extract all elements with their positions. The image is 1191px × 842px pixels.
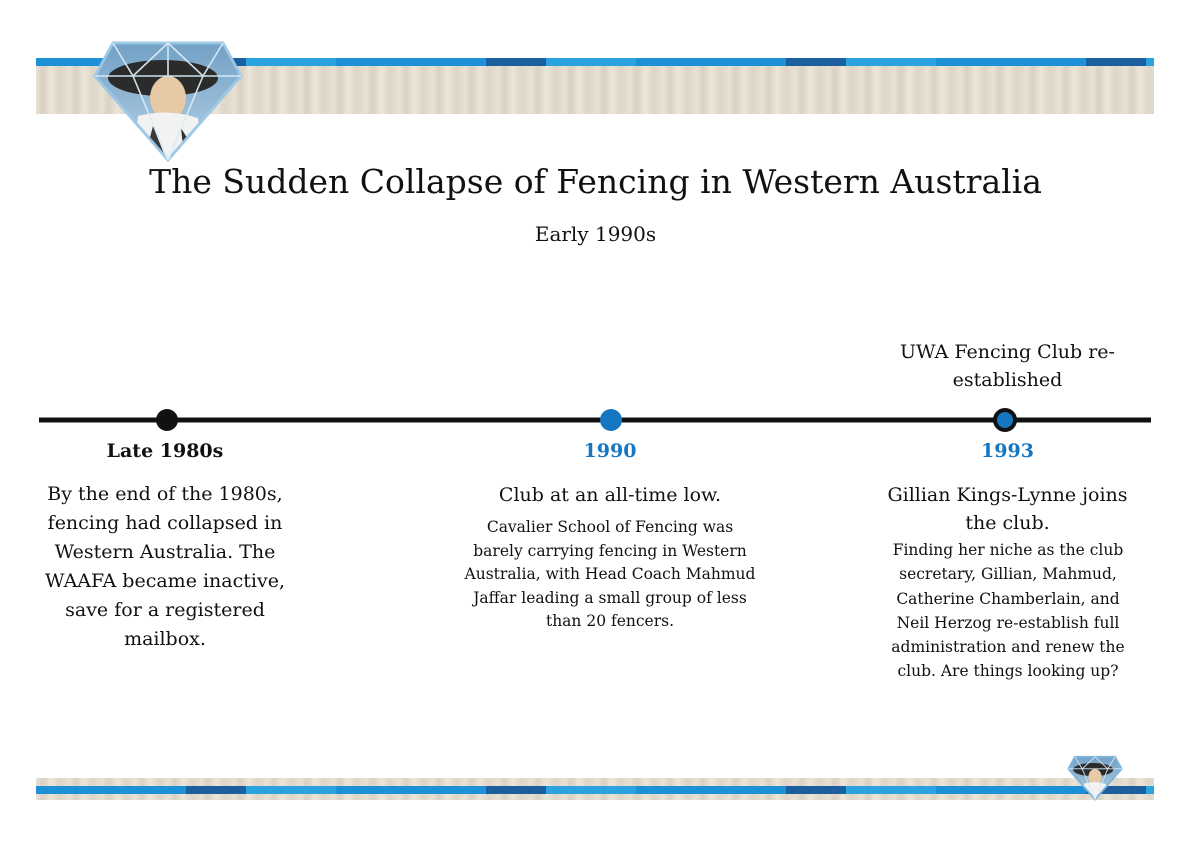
event-3-headline: Gillian Kings-Lynne joins the club. <box>887 484 1128 534</box>
timeline-marker-3 <box>995 410 1015 430</box>
event-2-date: 1990 <box>583 440 637 462</box>
footer-stripe <box>36 786 1154 794</box>
event-3-description: Finding her niche as the club secretary, Gillian, Mahmud, Catherine Chamberlain, and Neil Herzog re-establish full administration and renew the club. Are things looking up? <box>891 541 1125 681</box>
page-subtitle: Early 1990s <box>534 222 657 246</box>
timeline-marker-1 <box>156 409 178 431</box>
timeline-marker-2 <box>600 409 622 431</box>
page-title: The Sudden Collapse of Fencing in Western Australia <box>149 162 1042 201</box>
event-3-above-label: UWA Fencing Club re-established <box>900 341 1115 391</box>
event-1-description: By the end of the 1980s, fencing had collapsed in Western Australia. The WAAFA became inactive, save for a registered mailbox. <box>44 483 285 650</box>
diamond-portrait-icon <box>93 38 243 164</box>
event-2-description: Cavalier School of Fencing was barely carrying fencing in Western Australia, with Head Coach Mahmud Jaffar leading a small group of less than 20 fencers. <box>464 518 756 630</box>
timeline <box>0 395 1191 445</box>
event-3-date: 1993 <box>981 440 1034 462</box>
event-1-date: Late 1980s <box>106 440 224 462</box>
event-2-headline: Club at an all-time low. <box>498 484 722 506</box>
diamond-portrait-icon-small <box>1062 755 1128 801</box>
